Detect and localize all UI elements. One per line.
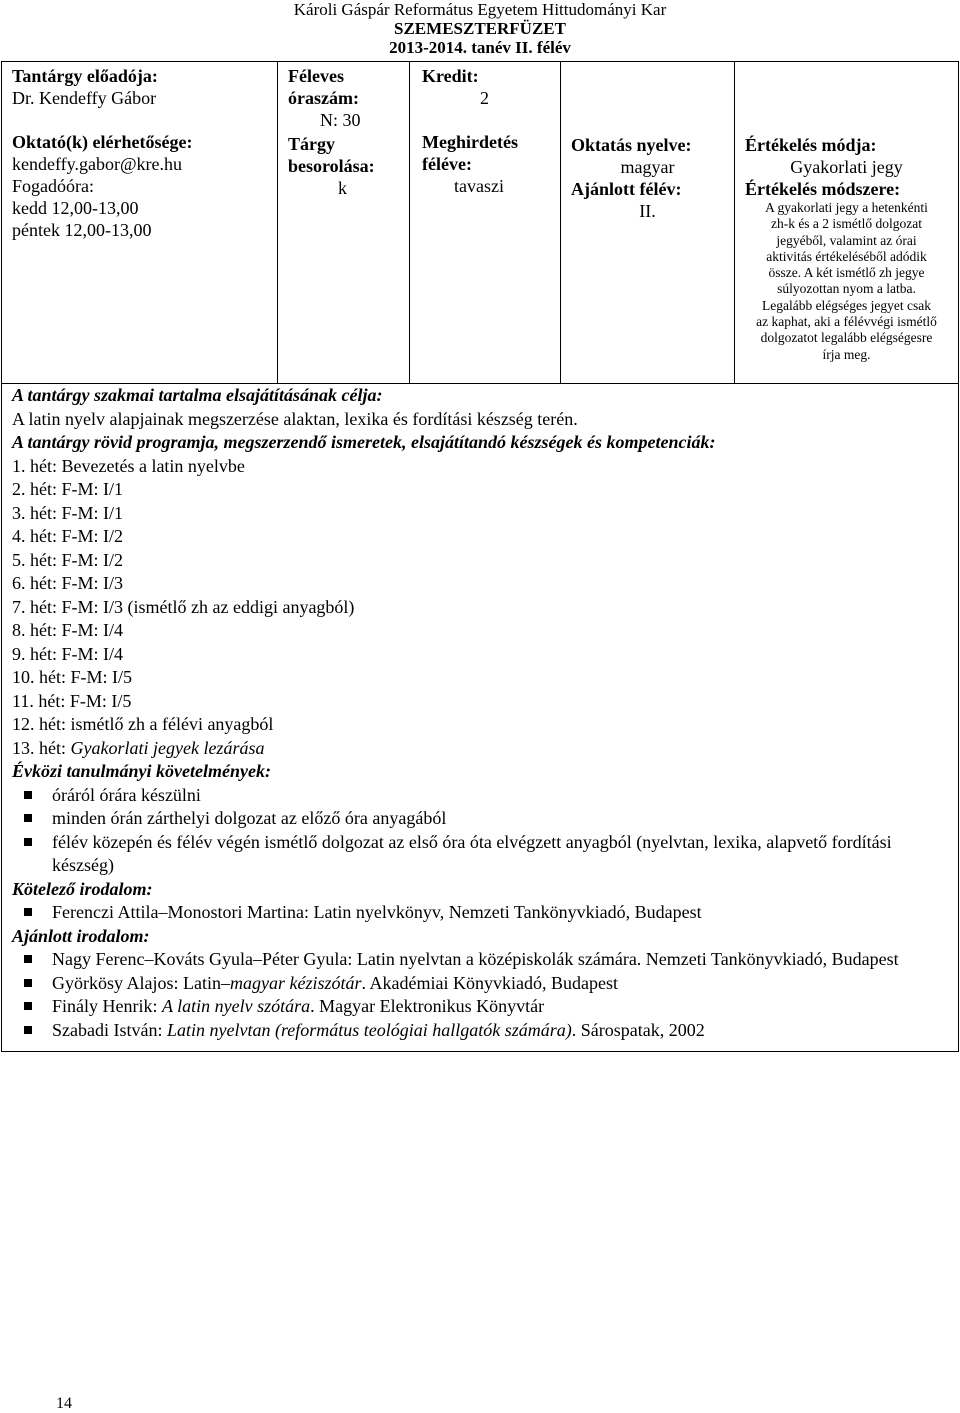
week-item: 9. hét: F-M: I/4	[12, 643, 123, 664]
recommended-list	[12, 948, 958, 1042]
list-item-text: Finály Henrik:	[52, 996, 162, 1016]
bullet-square-icon	[24, 838, 32, 846]
list-item	[12, 948, 958, 972]
week-item: 2. hét: F-M: I/1	[12, 479, 123, 499]
list-item	[12, 807, 958, 831]
list-item	[12, 901, 958, 925]
list-item	[12, 831, 958, 878]
evaluation-value: Gyakorlati jegy	[790, 157, 903, 177]
recommended-heading: Ajánlott irodalom:	[12, 925, 150, 946]
language-cell	[561, 62, 735, 384]
list-item-text: Györkösy Alajos: Latin–	[52, 972, 230, 993]
hours-value: N: 30	[320, 110, 361, 130]
bullet-square-icon	[24, 908, 32, 916]
list-item-text: Nagy Ferenc–Kováts Gyula–Péter Gyula: Latin nyelvtan a középiskolák számára. Nemzeti Tankönyvkiadó, Budapest	[52, 949, 899, 969]
goal-text: A latin nyelv alapjainak megszerzése alaktan, lexika és fordítási készség terén.	[12, 408, 578, 429]
week-item: 8. hét: F-M: I/4	[12, 620, 123, 640]
method-label: Értékelés módszere:	[745, 179, 901, 199]
page-number: 14	[56, 1395, 72, 1412]
lecturer-name: Dr. Kendeffy Gábor	[12, 88, 157, 108]
hours-label-line1: Féleves	[288, 66, 344, 86]
week-item: 1. hét: Bevezetés a latin nyelvbe	[12, 455, 245, 476]
week-item	[12, 737, 958, 761]
office-hours-label: Fogadóóra:	[12, 176, 94, 196]
week-13-prefix: 13. hét:	[12, 737, 71, 758]
list-item-text: . Sárospatak, 2002	[571, 1019, 705, 1040]
bullet-square-icon	[24, 979, 32, 987]
lecturer-cell	[2, 62, 278, 384]
language-label: Oktatás nyelve:	[571, 135, 692, 155]
term-label: 2013-2014. tanév II. félév	[389, 38, 571, 57]
semester-label: Ajánlott félév:	[571, 179, 682, 199]
type-label	[288, 133, 409, 177]
requirements-list	[12, 784, 958, 878]
week-item: 10. hét: F-M: I/5	[12, 667, 132, 687]
announce-value: tavaszi	[454, 176, 504, 196]
method-line: zh-k és a 2 ismétlő dolgozat	[770, 216, 923, 232]
method-line: össze. A két ismétlő zh jegye	[768, 265, 925, 281]
announce-label	[422, 131, 560, 175]
hours-label	[288, 65, 409, 109]
program-heading: A tantárgy rövid programja, megszerzendő ismeretek, elsajátítandó készségek és kompetenciák:	[12, 432, 716, 452]
list-item-text: . Akadémiai Könyvkiadó, Budapest	[361, 972, 618, 993]
bullet-square-icon	[24, 955, 32, 963]
list-item-text: Szabadi István:	[52, 1019, 167, 1040]
lecturer-label: Tantárgy előadója:	[12, 66, 158, 86]
week-item: 4. hét: F-M: I/2	[12, 526, 123, 546]
list-item-text: Ferenczi Attila–Monostori Martina: Latin nyelvkönyv, Nemzeti Tankönyvkiadó, Budapest	[52, 902, 702, 922]
type-value: k	[338, 178, 347, 198]
goal-heading: A tantárgy szakmai tartalma elsajátításának célja:	[12, 385, 383, 405]
contact-label: Oktató(k) elérhetősége:	[12, 132, 193, 152]
list-item-italic: magyar kéziszótár	[230, 972, 362, 993]
method-line: írja meg.	[822, 346, 871, 362]
list-item-italic: Latin nyelvtan (református teológiai hallgatók számára)	[166, 1019, 572, 1040]
week-item: 3. hét: F-M: I/1	[12, 502, 123, 523]
booklet-title: SZEMESZTERFÜZET	[394, 19, 566, 38]
announce-label-line2: féléve:	[422, 154, 472, 174]
language-value: magyar	[620, 157, 675, 177]
list-item	[12, 1019, 958, 1043]
type-label-line1: Tárgy	[288, 134, 335, 154]
bullet-square-icon	[24, 814, 32, 822]
list-item	[12, 995, 958, 1019]
week-item: 7. hét: F-M: I/3 (ismétlő zh az eddigi anyagból)	[12, 596, 355, 617]
method-text	[735, 200, 958, 363]
list-item	[12, 784, 958, 808]
course-table	[1, 61, 959, 1052]
document-header	[262, 0, 698, 57]
mandatory-heading: Kötelező irodalom:	[12, 878, 153, 899]
method-line: aktivitás értékeléséből adódik	[766, 248, 927, 264]
list-item-text: . Magyar Elektronikus Könyvtár	[310, 996, 545, 1016]
list-item-text: minden órán zárthelyi dolgozat az előző óra anyagából	[52, 808, 447, 828]
bullet-square-icon	[24, 1002, 32, 1010]
office-hours-1: kedd 12,00-13,00	[12, 198, 139, 218]
list-item	[12, 972, 958, 996]
hours-cell	[278, 62, 410, 384]
lecturer-email: kendeffy.gabor@kre.hu	[12, 154, 183, 174]
week-13-italic: Gyakorlati jegyek lezárása	[70, 737, 265, 758]
week-item: 12. hét: ismétlő zh a félévi anyagból	[12, 714, 274, 734]
university-name: Károli Gáspár Református Egyetem Hittudományi Kar	[293, 0, 667, 19]
content-cell	[2, 384, 959, 1052]
method-line: az kaphat, aki a félévvégi ismétlő	[756, 314, 937, 330]
evaluation-cell	[735, 62, 959, 384]
bullet-square-icon	[24, 791, 32, 799]
requirements-heading: Évközi tanulmányi követelmények:	[12, 761, 271, 781]
bullet-square-icon	[24, 1026, 32, 1034]
method-line: dolgozatot legalább elégségesre	[760, 330, 933, 346]
week-item: 5. hét: F-M: I/2	[12, 549, 123, 570]
announce-label-line1: Meghirdetés	[422, 132, 518, 152]
list-item-italic: A latin nyelv szótára	[162, 996, 311, 1016]
type-label-line2: besorolása:	[288, 156, 375, 176]
method-line: A gyakorlati jegy a hetenkénti	[765, 200, 928, 215]
office-hours-2: péntek 12,00-13,00	[12, 220, 152, 240]
method-line: Legalább elégséges jegyet csak	[761, 297, 932, 313]
credit-cell	[410, 62, 561, 384]
credit-label: Kredit:	[422, 66, 479, 86]
method-line: súlyozottan nyom a latba.	[777, 281, 916, 297]
list-item-text: óráról órára készülni	[52, 784, 201, 805]
evaluation-label: Értékelés módja:	[745, 135, 877, 155]
method-line: jegyéből, valamint az órai	[776, 232, 917, 248]
list-item-text: félév közepén és félév végén ismétlő dolgozat az első óra óta elvégzett anyagból (nyelvtan, lexika, alapvető fordítási készség)	[52, 831, 892, 875]
credit-value: 2	[480, 88, 489, 108]
week-item: 6. hét: F-M: I/3	[12, 573, 123, 593]
semester-value: II.	[639, 201, 656, 221]
hours-label-line2: óraszám:	[288, 88, 359, 108]
mandatory-list	[12, 901, 958, 925]
week-list	[12, 455, 958, 761]
week-item: 11. hét: F-M: I/5	[12, 690, 132, 711]
